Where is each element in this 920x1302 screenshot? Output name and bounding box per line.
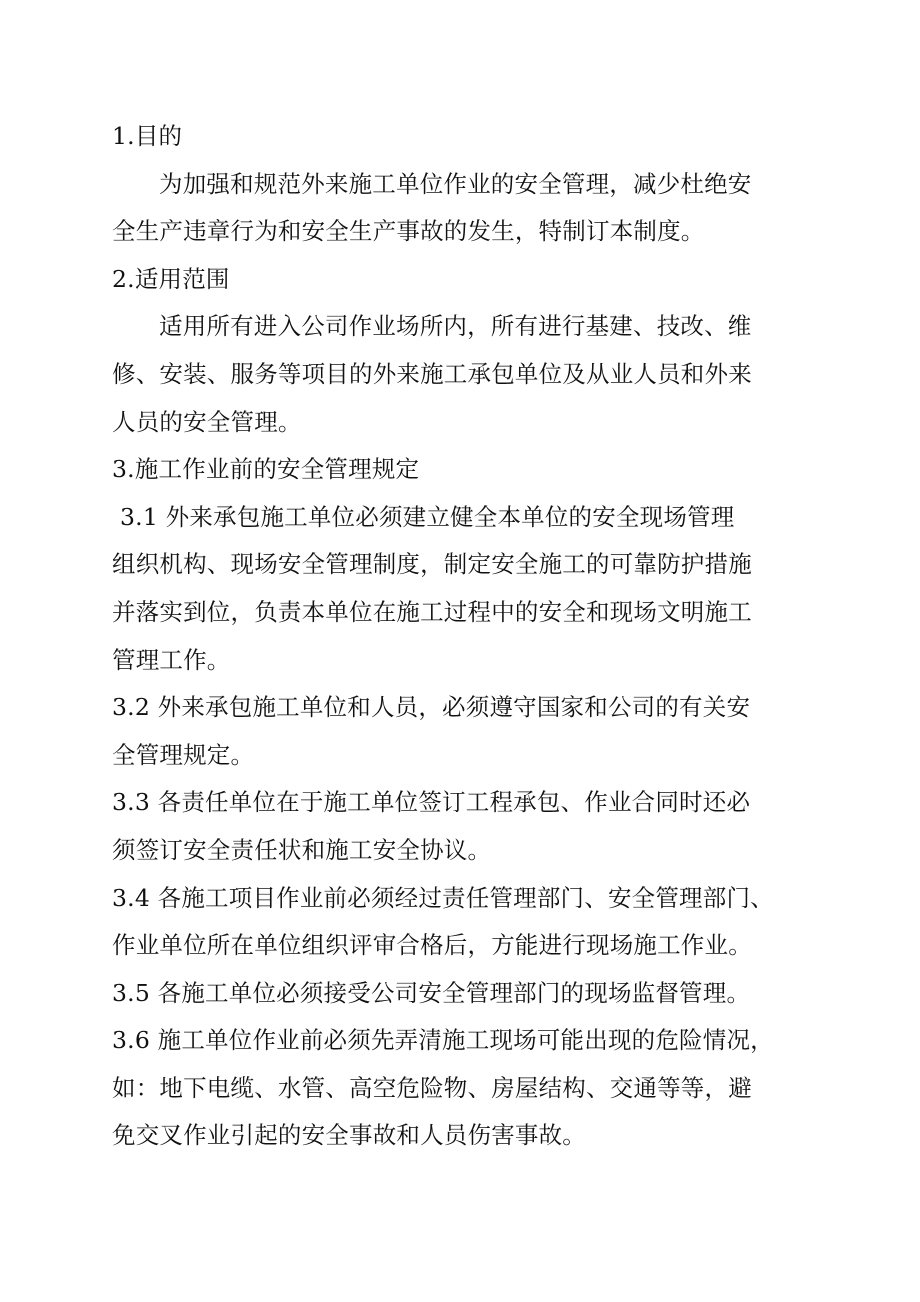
- clause-3-4-line: 3.4 各施工项目作业前必须经过责任管理部门、安全管理部门、: [112, 883, 774, 912]
- clause-3-3-line: 须签订安全责任状和施工安全协议。: [112, 835, 492, 864]
- section-heading-purpose: 1.目的: [112, 122, 183, 150]
- clause-3-6-line: 3.6 施工单位作业前必须先弄清施工现场可能出现的危险情况，: [112, 1026, 774, 1055]
- clause-3-2-line: 全管理规定。: [112, 740, 255, 769]
- paragraph-line: 适用所有进入公司作业场所内，所有进行基建、技改、维: [159, 312, 752, 341]
- paragraph-line: 为加强和规范外来施工单位作业的安全管理，减少杜绝安: [159, 169, 752, 198]
- section-heading-scope: 2.适用范围: [112, 264, 230, 293]
- document-page: [112, 113, 792, 1160]
- clause-3-1-line: 管理工作。: [112, 645, 231, 674]
- clause-3-5-line: 3.5 各施工单位必须接受公司安全管理部门的现场监督管理。: [112, 978, 751, 1007]
- paragraph-line: 人员的安全管理。: [112, 407, 302, 436]
- section-heading-pre-construction: 3.施工作业前的安全管理规定: [112, 455, 420, 484]
- clause-3-1-line: 组织机构、现场安全管理制度，制定安全施工的可靠防护措施: [112, 550, 752, 579]
- clause-3-6-line: 如：地下电缆、水管、高空危险物、房屋结构、交通等等，避: [112, 1073, 752, 1102]
- clause-3-1-line: 并落实到位，负责本单位在施工过程中的安全和现场文明施工: [112, 597, 752, 626]
- clause-3-6-line: 免交叉作业引起的安全事故和人员伤害事故。: [112, 1121, 586, 1150]
- clause-3-4-line: 作业单位所在单位组织评审合格后，方能进行现场施工作业。: [112, 931, 752, 960]
- clause-3-3-line: 3.3 各责任单位在于施工单位签订工程承包、作业合同时还必: [112, 788, 751, 817]
- clause-3-2-line: 3.2 外来承包施工单位和人员，必须遵守国家和公司的有关安: [112, 693, 751, 722]
- paragraph-line: 修、安装、服务等项目的外来施工承包单位及从业人员和外来: [112, 359, 752, 388]
- paragraph-line: 全生产违章行为和安全生产事故的发生，特制订本制度。: [112, 217, 705, 246]
- clause-3-1-line: 3.1 外来承包施工单位必须建立健全本单位的安全现场管理: [120, 502, 735, 531]
